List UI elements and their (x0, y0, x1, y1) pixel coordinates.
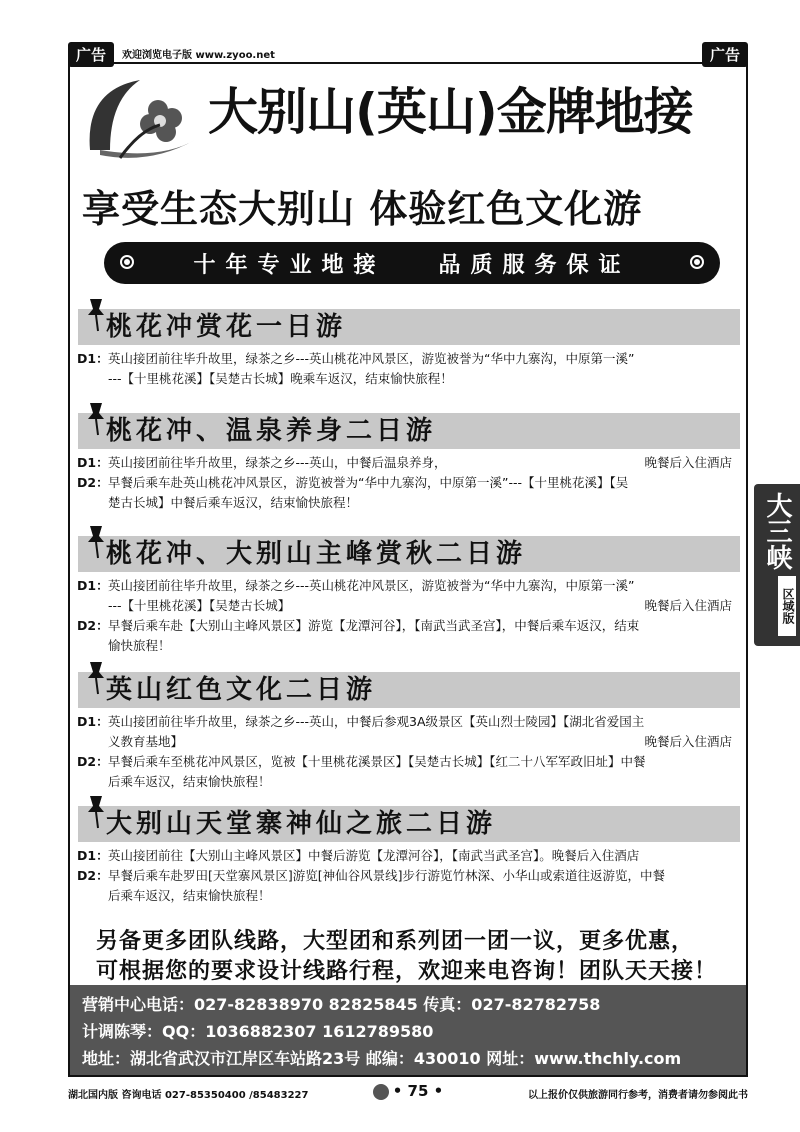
day-label: D1： (77, 578, 109, 593)
pushpin-icon (84, 297, 108, 333)
day-label: D2： (77, 868, 109, 883)
page-badge-icon (373, 1084, 389, 1100)
section-header (78, 672, 740, 708)
itinerary-day (74, 453, 740, 473)
section-title: 桃花冲、大别山主峰赏秋二日游 (106, 539, 527, 569)
banner-text: 十年专业地接 品质服务保证 (193, 252, 631, 278)
site-note: 欢迎浏览电子版 www.zyoo.net (122, 50, 275, 61)
page-title: 大别山(英山)金牌地接 (208, 83, 693, 141)
tour-section (74, 413, 740, 513)
itinerary-text: 英山接团前往毕升故里，绿茶之乡---英山桃花冲风景区，游览被誉为“华中九寨沟，中原第一溪” (108, 578, 635, 593)
itinerary-text: ---【十里桃花溪】【吴楚古长城】 (108, 598, 291, 613)
region-tab-subtitle: 区域版 (778, 576, 796, 636)
pushpin-icon (84, 794, 108, 830)
hotel-note: 晚餐后入住酒店 (644, 734, 732, 749)
contact-box (70, 985, 746, 1075)
itinerary-day (74, 473, 740, 513)
pushpin-icon (84, 401, 108, 437)
itinerary-text: 义教育基地】 (108, 734, 184, 749)
flower-logo-icon (80, 70, 200, 165)
section-header (78, 806, 740, 842)
tour-section (74, 536, 740, 656)
contact-phone: 营销中心电话：027-82838970 82825845 传真：027-82782758 (82, 995, 601, 1014)
tour-section (74, 309, 740, 389)
page-subtitle: 享受生态大别山 体验红色文化游 (82, 186, 643, 231)
itinerary-day (74, 866, 740, 906)
itinerary-day (74, 752, 740, 792)
section-title: 桃花冲赏花一日游 (106, 312, 347, 342)
pushpin-icon (84, 660, 108, 696)
section-header (78, 536, 740, 572)
itinerary-text: 早餐后乘车至桃花冲风景区，览被【十里桃花溪景区】【吴楚古长城】【红二十八军军政旧址】中餐 (108, 754, 646, 769)
itinerary-day (74, 846, 740, 866)
tour-section (74, 806, 740, 906)
pushpin-icon (84, 524, 108, 560)
slogan-banner (104, 242, 720, 284)
section-header (78, 413, 740, 449)
itinerary-text: 英山接团前往毕升故里，绿茶之乡---英山，中餐后参观3A级景区【英山烈士陵园】【湖北省爱国主 (108, 714, 645, 729)
itinerary-text: 早餐后乘车赴英山桃花冲风景区，游览被誉为“华中九寨沟，中原第一溪”---【十里桃花溪】【吴 (108, 475, 629, 490)
region-tab-title: 大三峡 (762, 492, 792, 570)
bullet-icon (120, 255, 134, 269)
promo-line: 另备更多团队线路，大型团和系列团一团一议，更多优惠， (96, 929, 695, 954)
itinerary-text: 后乘车返汉，结束愉快旅程！ (108, 774, 271, 789)
itinerary-text: 早餐后乘车赴罗田[天堂寨风景区]游览[神仙谷风景线]步行游览竹林深、小华山或索道往返游览，中餐 (108, 868, 666, 883)
day-label: D1： (77, 714, 109, 729)
footer-right: 以上报价仅供旅游同行参考，消费者请勿参阅此书 (528, 1090, 748, 1101)
section-title: 大别山天堂寨神仙之旅二日游 (106, 809, 497, 839)
ad-label-right: 广告 (702, 42, 748, 67)
itinerary-text: 后乘车返汉，结束愉快旅程！ (108, 888, 271, 903)
day-label: D2： (77, 618, 109, 633)
contact-address: 地址：湖北省武汉市江岸区车站路23号 邮编：430010 网址：www.thchly.com (82, 1049, 682, 1068)
itinerary-text: 楚古长城】中餐后乘车返汉，结束愉快旅程！ (108, 495, 359, 510)
contact-qq: 计调陈琴：QQ：1036882307 1612789580 (82, 1022, 434, 1041)
itinerary-day (74, 349, 740, 389)
day-label: D1： (77, 351, 109, 366)
footer-left: 湖北国内版 咨询电话 027-85350400 /85483227 (68, 1090, 309, 1101)
hotel-note: 晚餐后入住酒店 (644, 598, 732, 613)
itinerary-text: 早餐后乘车赴【大别山主峰风景区】游览【龙潭河谷】，【南武当武圣宫】，中餐后乘车返汉，结束 (108, 618, 640, 633)
section-header (78, 309, 740, 345)
page-number (348, 1082, 468, 1100)
hotel-note: 晚餐后入住酒店 (644, 455, 732, 470)
section-title: 桃花冲、温泉养身二日游 (106, 416, 437, 446)
day-label: D1： (77, 455, 109, 470)
ad-label-left: 广告 (68, 42, 114, 67)
promo-line: 可根据您的要求设计线路行程，欢迎来电咨询！团队天天接！ (96, 959, 718, 984)
itinerary-text: 英山接团前往毕升故里，绿茶之乡---英山，中餐后温泉养身， (108, 455, 447, 470)
bullet-icon (690, 255, 704, 269)
day-label: D1： (77, 848, 109, 863)
section-title: 英山红色文化二日游 (106, 675, 377, 705)
itinerary-text: 英山接团前往【大别山主峰风景区】中餐后游览【龙潭河谷】，【南武当武圣宫】。晚餐后入住酒店 (108, 848, 640, 863)
itinerary-text: 英山接团前往毕升故里，绿茶之乡---英山桃花冲风景区，游览被誉为“华中九寨沟，中原第一溪” (108, 351, 635, 366)
page-number-text: • 75 • (392, 1082, 444, 1100)
region-tab[interactable] (754, 484, 800, 646)
itinerary-day (74, 712, 740, 752)
itinerary-day (74, 616, 740, 656)
tour-section (74, 672, 740, 792)
itinerary-day (74, 576, 740, 616)
itinerary-text: ---【十里桃花溪】【吴楚古长城】晚乘车返汉，结束愉快旅程！ (108, 371, 453, 386)
day-label: D2： (77, 754, 109, 769)
itinerary-text: 愉快旅程！ (108, 638, 171, 653)
day-label: D2： (77, 475, 109, 490)
